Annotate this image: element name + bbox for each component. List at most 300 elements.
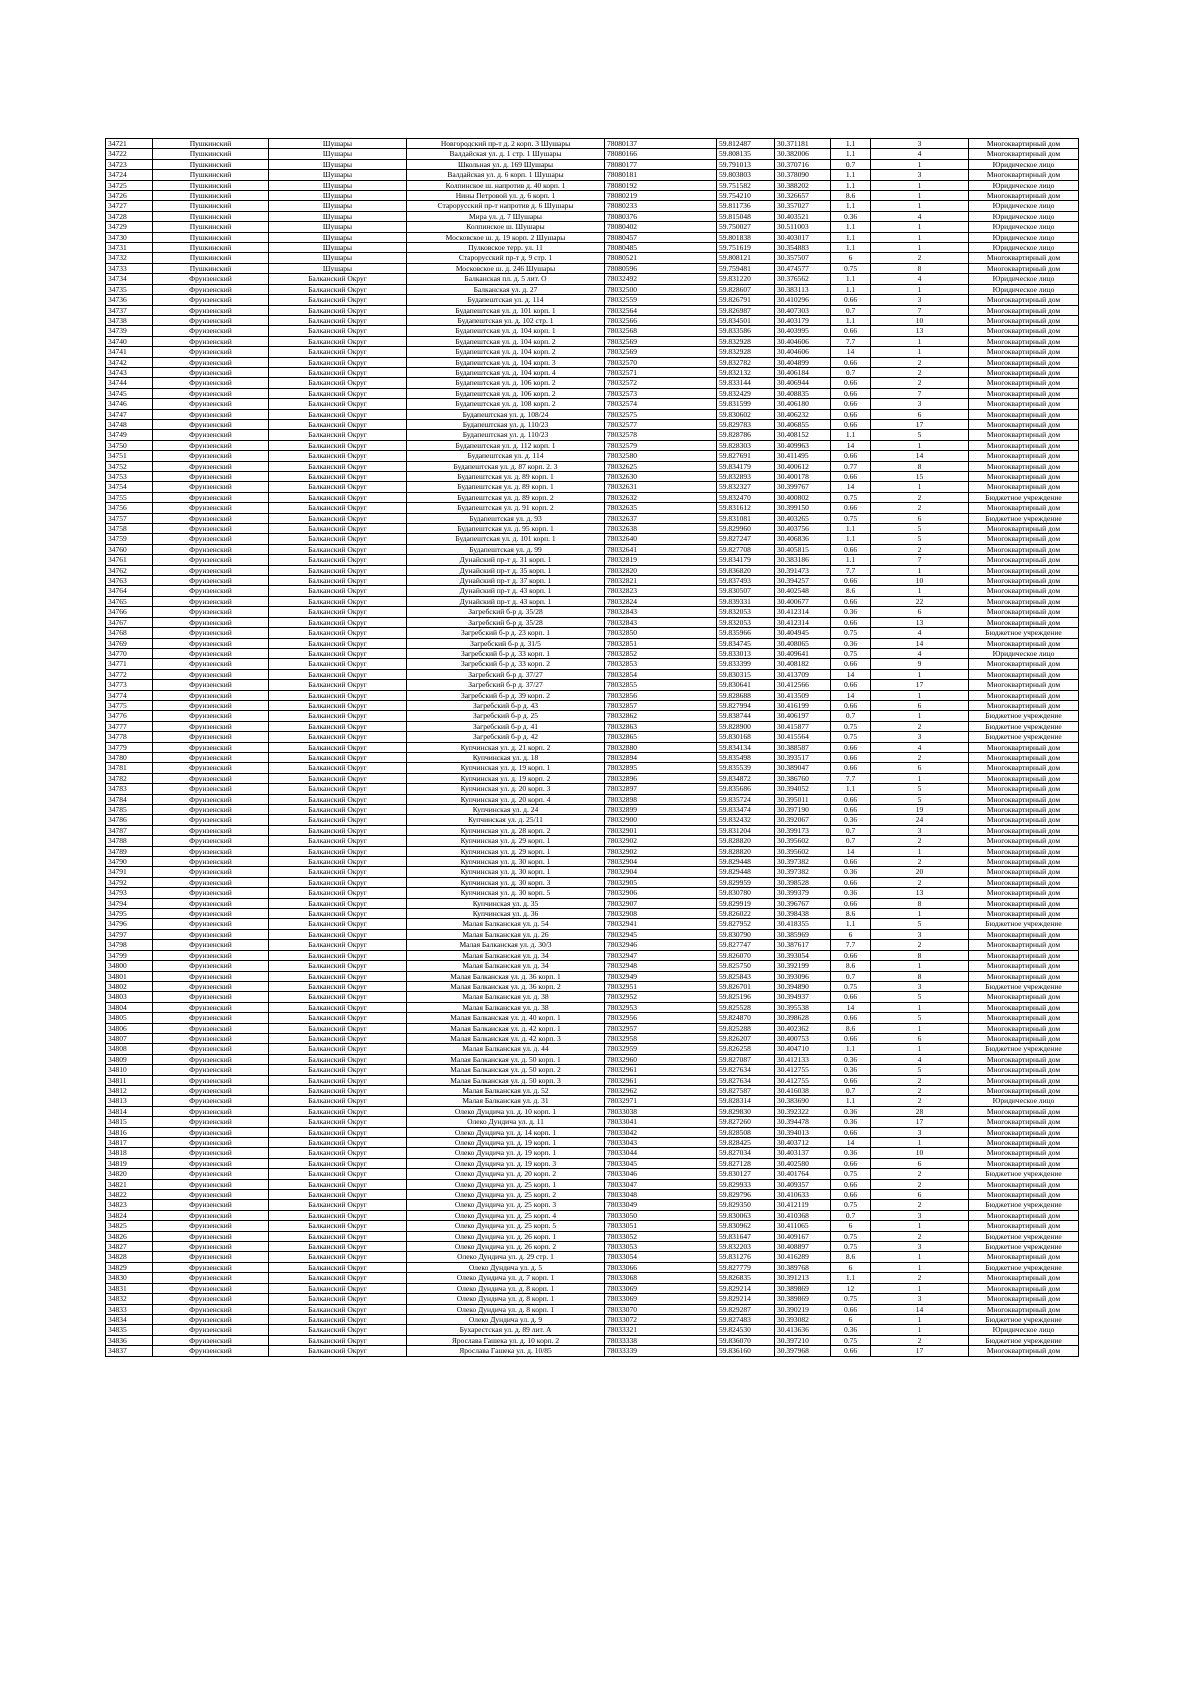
row-id-cell: 34741 [106,347,153,357]
count-cell: 17 [871,1117,969,1127]
address-cell: Балканская пл. д. 5 лит. О [407,274,605,284]
row-id-cell: 34824 [106,1210,153,1220]
object-type-cell: Многоквартирный дом [969,971,1079,981]
table-row [106,1325,1079,1335]
latitude-cell: 59.834872 [717,773,775,783]
row-id-cell: 34771 [106,659,153,669]
table-row [106,555,1079,565]
area-cell: 0.66 [831,992,871,1002]
table-row [106,315,1079,325]
object-type-cell: Многоквартирный дом [969,1013,1079,1023]
count-cell: 1 [871,232,969,242]
municipality-cell: Шушары [269,170,407,180]
municipality-cell: Балканский Округ [269,648,407,658]
count-cell: 3 [871,1242,969,1252]
municipality-cell: Балканский Округ [269,1252,407,1262]
area-cell: 8.6 [831,1252,871,1262]
object-type-cell: Многоквартирный дом [969,378,1079,388]
table-row [106,1346,1079,1356]
count-cell: 1 [871,1221,969,1231]
table-row [106,628,1079,638]
area-cell: 0.75 [831,628,871,638]
row-id-cell: 34815 [106,1117,153,1127]
address-cell: Олеко Дундича ул. д. 26 корп. 2 [407,1242,605,1252]
area-cell: 0.66 [831,617,871,627]
district-cell: Фрунзенский [153,1075,269,1085]
table-row [106,1283,1079,1293]
object-type-cell: Многоквартирный дом [969,888,1079,898]
count-cell: 1 [871,180,969,190]
code-cell: 78032630 [605,472,717,482]
area-cell: 0.66 [831,472,871,482]
address-cell: Малая Балканская ул. д. 34 [407,950,605,960]
area-cell: 0.7 [831,159,871,169]
municipality-cell: Балканский Округ [269,1210,407,1220]
row-id-cell: 34811 [106,1075,153,1085]
table-row [106,857,1079,867]
table-row [106,596,1079,606]
code-cell: 78033047 [605,1179,717,1189]
row-id-cell: 34819 [106,1158,153,1168]
count-cell: 2 [871,1085,969,1095]
district-cell: Пушкинский [153,191,269,201]
latitude-cell: 59.829214 [717,1283,775,1293]
address-cell: Загребский б-р д. 43 [407,700,605,710]
district-cell: Фрунзенский [153,1190,269,1200]
area-cell: 0.36 [831,1065,871,1075]
municipality-cell: Балканский Округ [269,430,407,440]
count-cell: 15 [871,472,969,482]
count-cell: 1 [871,440,969,450]
district-cell: Фрунзенский [153,461,269,471]
area-cell: 1.1 [831,1096,871,1106]
latitude-cell: 59.825750 [717,961,775,971]
table-row [106,513,1079,523]
municipality-cell: Балканский Округ [269,419,407,429]
district-cell: Фрунзенский [153,929,269,939]
address-cell: Купчинская ул. д. 25/11 [407,815,605,825]
code-cell: 78032894 [605,752,717,762]
row-id-cell: 34740 [106,336,153,346]
district-cell: Фрунзенский [153,1138,269,1148]
object-type-cell: Многоквартирный дом [969,388,1079,398]
latitude-cell: 59.831081 [717,513,775,523]
municipality-cell: Шушары [269,191,407,201]
area-cell: 0.66 [831,898,871,908]
address-cell: Валдайская ул. д. 6 корп. 1 Шушары [407,170,605,180]
municipality-cell: Шушары [269,243,407,253]
latitude-cell: 59.754210 [717,191,775,201]
row-id-cell: 34722 [106,149,153,159]
code-cell: 78032637 [605,513,717,523]
row-id-cell: 34795 [106,909,153,919]
latitude-cell: 59.826207 [717,1033,775,1043]
code-cell: 78033046 [605,1169,717,1179]
district-cell: Фрунзенский [153,1325,269,1335]
address-cell: Купчинская ул. д. 35 [407,898,605,908]
latitude-cell: 59.839331 [717,596,775,606]
longitude-cell: 30.402362 [775,1023,831,1033]
address-cell: Будапештская ул. д. 108/24 [407,409,605,419]
code-cell: 78032821 [605,576,717,586]
municipality-cell: Шушары [269,159,407,169]
area-cell: 1.1 [831,1273,871,1283]
longitude-cell: 30.385969 [775,929,831,939]
district-cell: Пушкинский [153,180,269,190]
count-cell: 5 [871,992,969,1002]
object-type-cell: Многоквартирный дом [969,1054,1079,1064]
table-row [106,1221,1079,1231]
municipality-cell: Балканский Округ [269,659,407,669]
object-type-cell: Многоквартирный дом [969,1148,1079,1158]
longitude-cell: 30.418355 [775,919,831,929]
count-cell: 4 [871,1054,969,1064]
table-row [106,232,1079,242]
count-cell: 3 [871,295,969,305]
address-cell: Будапештская ул. д. 99 [407,544,605,554]
count-cell: 5 [871,794,969,804]
area-cell: 0.66 [831,794,871,804]
area-cell: 0.75 [831,732,871,742]
row-id-cell: 34766 [106,607,153,617]
latitude-cell: 59.831220 [717,274,775,284]
code-cell: 78032957 [605,1023,717,1033]
row-id-cell: 34783 [106,784,153,794]
object-type-cell: Многоквартирный дом [969,1304,1079,1314]
table-row [106,607,1079,617]
district-cell: Фрунзенский [153,909,269,919]
code-cell: 78032851 [605,638,717,648]
address-cell: Купчинская ул. д. 24 [407,805,605,815]
code-cell: 78032960 [605,1054,717,1064]
latitude-cell: 59.833144 [717,378,775,388]
code-cell: 78032824 [605,596,717,606]
count-cell: 2 [871,253,969,263]
district-cell: Фрунзенский [153,555,269,565]
area-cell: 1.1 [831,222,871,232]
longitude-cell: 30.398438 [775,909,831,919]
latitude-cell: 59.828607 [717,284,775,294]
municipality-cell: Балканский Округ [269,295,407,305]
municipality-cell: Шушары [269,253,407,263]
code-cell: 78032941 [605,919,717,929]
object-type-cell: Многоквартирный дом [969,1127,1079,1137]
table-row [106,888,1079,898]
address-cell: Будапештская ул. д. 114 [407,451,605,461]
row-id-cell: 34808 [106,1044,153,1054]
address-cell: Будапештская ул. д. 104 корп. 4 [407,367,605,377]
object-type-cell: Юридическое лицо [969,159,1079,169]
object-type-cell: Многоквартирный дом [969,961,1079,971]
table-row [106,638,1079,648]
area-cell: 14 [831,1138,871,1148]
code-cell: 78032575 [605,409,717,419]
row-id-cell: 34725 [106,180,153,190]
longitude-cell: 30.415877 [775,721,831,731]
object-type-cell: Бюджетное учреждение [969,919,1079,929]
address-cell: Колпинское ш. Шушары [407,222,605,232]
area-cell: 0.66 [831,576,871,586]
row-id-cell: 34830 [106,1273,153,1283]
area-cell: 0.66 [831,857,871,867]
area-cell: 6 [831,929,871,939]
district-cell: Пушкинский [153,139,269,149]
table-row [106,191,1079,201]
longitude-cell: 30.393517 [775,752,831,762]
row-id-cell: 34747 [106,409,153,419]
district-cell: Фрунзенский [153,367,269,377]
municipality-cell: Балканский Округ [269,492,407,502]
address-cell: Олеко Дундича ул. д. 9 [407,1314,605,1324]
row-id-cell: 34773 [106,680,153,690]
row-id-cell: 34749 [106,430,153,440]
address-cell: Будапештская ул. д. 89 корп. 2 [407,492,605,502]
municipality-cell: Балканский Округ [269,1335,407,1345]
district-cell: Пушкинский [153,232,269,242]
district-cell: Фрунзенский [153,1054,269,1064]
table-row [106,305,1079,315]
area-cell: 0.66 [831,409,871,419]
code-cell: 78033049 [605,1200,717,1210]
district-cell: Фрунзенский [153,815,269,825]
count-cell: 3 [871,139,969,149]
district-cell: Фрунзенский [153,513,269,523]
table-row [106,409,1079,419]
district-cell: Фрунзенский [153,836,269,846]
object-type-cell: Многоквартирный дом [969,784,1079,794]
longitude-cell: 30.410296 [775,295,831,305]
area-cell: 1.1 [831,201,871,211]
longitude-cell: 30.378090 [775,170,831,180]
count-cell: 2 [871,836,969,846]
object-type-cell: Многоквартирный дом [969,503,1079,513]
address-cell: Малая Балканская ул. д. 38 [407,1002,605,1012]
area-cell: 0.66 [831,659,871,669]
object-type-cell: Многоквартирный дом [969,596,1079,606]
district-cell: Фрунзенский [153,1106,269,1116]
address-cell: Олеко Дундича ул. д. 5 [407,1262,605,1272]
area-cell: 1.1 [831,274,871,284]
row-id-cell: 34792 [106,877,153,887]
municipality-cell: Балканский Округ [269,1075,407,1085]
longitude-cell: 30.412314 [775,617,831,627]
latitude-cell: 59.829287 [717,1304,775,1314]
address-cell: Малая Балканская ул. д. 50 корп. 1 [407,1054,605,1064]
longitude-cell: 30.400677 [775,596,831,606]
longitude-cell: 30.412314 [775,607,831,617]
district-cell: Фрунзенский [153,1304,269,1314]
longitude-cell: 30.404710 [775,1044,831,1054]
area-cell: 1.1 [831,180,871,190]
row-id-cell: 34748 [106,419,153,429]
code-cell: 78032865 [605,732,717,742]
municipality-cell: Балканский Округ [269,378,407,388]
row-id-cell: 34809 [106,1054,153,1064]
code-cell: 78032843 [605,607,717,617]
row-id-cell: 34782 [106,773,153,783]
object-type-cell: Бюджетное учреждение [969,1169,1079,1179]
code-cell: 78033070 [605,1304,717,1314]
latitude-cell: 59.801838 [717,232,775,242]
municipality-cell: Балканский Округ [269,763,407,773]
table-row [106,732,1079,742]
object-type-cell: Многоквартирный дом [969,191,1079,201]
longitude-cell: 30.406836 [775,534,831,544]
longitude-cell: 30.413509 [775,690,831,700]
area-cell: 0.75 [831,1169,871,1179]
latitude-cell: 59.833474 [717,805,775,815]
district-cell: Фрунзенский [153,1221,269,1231]
object-type-cell: Многоквартирный дом [969,534,1079,544]
code-cell: 78033050 [605,1210,717,1220]
address-cell: Дунайский пр-т д. 35 корп. 1 [407,565,605,575]
district-cell: Пушкинский [153,263,269,273]
latitude-cell: 59.828688 [717,690,775,700]
count-cell: 2 [871,1179,969,1189]
latitude-cell: 59.831612 [717,503,775,513]
area-cell: 6 [831,1221,871,1231]
object-type-cell: Многоквартирный дом [969,1106,1079,1116]
count-cell: 1 [871,482,969,492]
code-cell: 78032640 [605,534,717,544]
address-cell: Малая Балканская ул. д. 36 корп. 1 [407,971,605,981]
code-cell: 78032904 [605,867,717,877]
count-cell: 17 [871,1346,969,1356]
longitude-cell: 30.403265 [775,513,831,523]
district-cell: Фрунзенский [153,1294,269,1304]
table-row [106,648,1079,658]
district-cell: Фрунзенский [153,1169,269,1179]
count-cell: 4 [871,274,969,284]
table-row [106,711,1079,721]
object-type-cell: Многоквартирный дом [969,367,1079,377]
area-cell: 1.1 [831,315,871,325]
municipality-cell: Балканский Округ [269,1002,407,1012]
area-cell: 1.1 [831,170,871,180]
municipality-cell: Шушары [269,263,407,273]
area-cell: 0.36 [831,607,871,617]
address-cell: Купчинская ул. д. 21 корп. 2 [407,742,605,752]
object-type-cell: Юридическое лицо [969,201,1079,211]
district-cell: Фрунзенский [153,472,269,482]
longitude-cell: 30.397968 [775,1346,831,1356]
municipality-cell: Балканский Округ [269,1314,407,1324]
municipality-cell: Балканский Округ [269,305,407,315]
table-row [106,1085,1079,1095]
longitude-cell: 30.388587 [775,742,831,752]
code-cell: 78032574 [605,399,717,409]
area-cell: 0.75 [831,721,871,731]
district-cell: Фрунзенский [153,857,269,867]
object-type-cell: Многоквартирный дом [969,690,1079,700]
latitude-cell: 59.830507 [717,586,775,596]
row-id-cell: 34796 [106,919,153,929]
municipality-cell: Балканский Округ [269,669,407,679]
latitude-cell: 59.827634 [717,1075,775,1085]
code-cell: 78080181 [605,170,717,180]
count-cell: 6 [871,409,969,419]
code-cell: 78033051 [605,1221,717,1231]
latitude-cell: 59.791013 [717,159,775,169]
district-cell: Фрунзенский [153,1335,269,1345]
object-type-cell: Юридическое лицо [969,232,1079,242]
area-cell: 12 [831,1283,871,1293]
municipality-cell: Шушары [269,139,407,149]
longitude-cell: 30.395011 [775,794,831,804]
code-cell: 78032631 [605,482,717,492]
district-cell: Фрунзенский [153,961,269,971]
longitude-cell: 30.408835 [775,388,831,398]
district-cell: Фрунзенский [153,1148,269,1158]
longitude-cell: 30.412566 [775,680,831,690]
longitude-cell: 30.396767 [775,898,831,908]
longitude-cell: 30.398628 [775,1013,831,1023]
data-table [105,138,1079,1357]
address-cell: Будапештская ул. д. 104 корп. 2 [407,336,605,346]
object-type-cell: Многоквартирный дом [969,1033,1079,1043]
municipality-cell: Шушары [269,232,407,242]
district-cell: Фрунзенский [153,648,269,658]
district-cell: Фрунзенский [153,1346,269,1356]
longitude-cell: 30.389768 [775,1262,831,1272]
district-cell: Фрунзенский [153,607,269,617]
count-cell: 8 [871,971,969,981]
count-cell: 1 [871,773,969,783]
municipality-cell: Балканский Округ [269,794,407,804]
row-id-cell: 34731 [106,243,153,253]
count-cell: 2 [871,1231,969,1241]
municipality-cell: Балканский Округ [269,1169,407,1179]
code-cell: 78033054 [605,1252,717,1262]
area-cell: 0.66 [831,1304,871,1314]
municipality-cell: Балканский Округ [269,1325,407,1335]
table-row [106,1013,1079,1023]
row-id-cell: 34833 [106,1304,153,1314]
address-cell: Малая Балканская ул. д. 54 [407,919,605,929]
district-cell: Фрунзенский [153,1085,269,1095]
longitude-cell: 30.406197 [775,711,831,721]
district-cell: Фрунзенский [153,326,269,336]
object-type-cell: Многоквартирный дом [969,1158,1079,1168]
longitude-cell: 30.357507 [775,253,831,263]
latitude-cell: 59.759481 [717,263,775,273]
municipality-cell: Балканский Округ [269,503,407,513]
object-type-cell: Бюджетное учреждение [969,1231,1079,1241]
area-cell: 14 [831,347,871,357]
municipality-cell: Балканский Округ [269,596,407,606]
table-row [106,909,1079,919]
address-cell: Школьная ул. д. 169 Шушары [407,159,605,169]
latitude-cell: 59.833586 [717,326,775,336]
area-cell: 0.66 [831,752,871,762]
object-type-cell: Юридическое лицо [969,284,1079,294]
code-cell: 78033038 [605,1106,717,1116]
municipality-cell: Шушары [269,211,407,221]
row-id-cell: 34765 [106,596,153,606]
longitude-cell: 30.376562 [775,274,831,284]
object-type-cell: Многоквартирный дом [969,929,1079,939]
longitude-cell: 30.397190 [775,805,831,815]
code-cell: 78032641 [605,544,717,554]
latitude-cell: 59.826701 [717,981,775,991]
table-row [106,378,1079,388]
latitude-cell: 59.826791 [717,295,775,305]
latitude-cell: 59.829959 [717,877,775,887]
address-cell: Купчинская ул. д. 29 корп. 1 [407,846,605,856]
object-type-cell: Многоквартирный дом [969,846,1079,856]
code-cell: 78032958 [605,1033,717,1043]
table-row [106,201,1079,211]
